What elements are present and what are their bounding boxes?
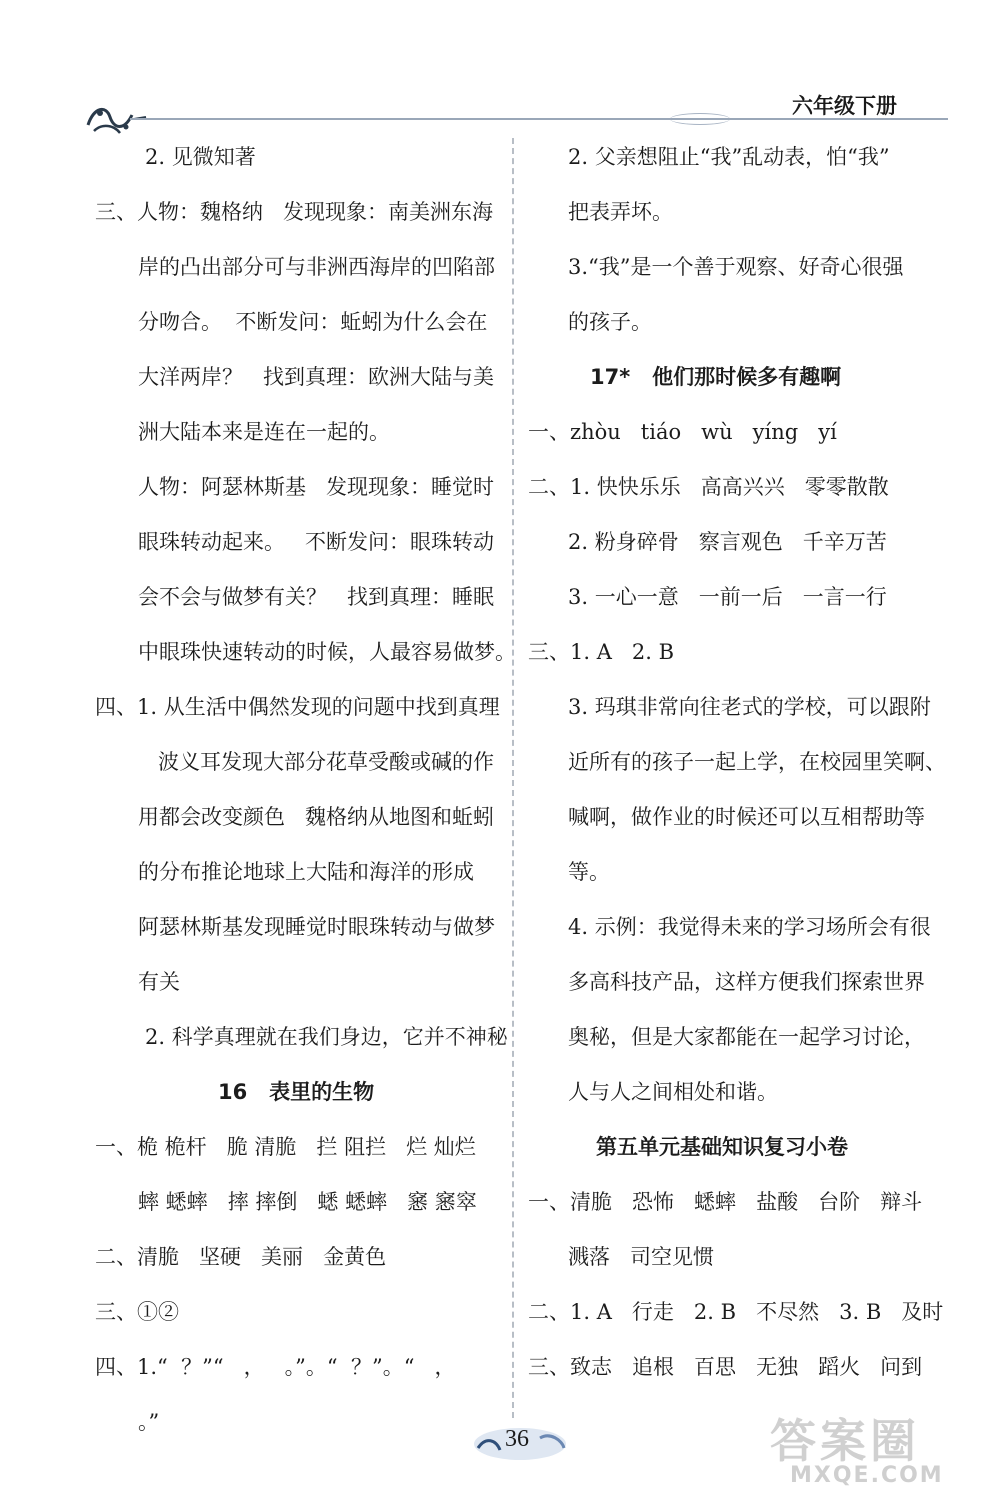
answer-line: 三、人物：魏格纳 发现现象：南美洲东海: [95, 200, 494, 224]
answer-line: 3.“我”是一个善于观察、好奇心很强: [568, 255, 904, 279]
answer-line: 阿瑟林斯基发现睡觉时眼珠转动与做梦: [138, 915, 495, 939]
answer-line: 把表弄坏。: [568, 200, 673, 224]
answer-line: 溅落 司空见惯: [568, 1245, 715, 1269]
answer-line: 三、①②: [95, 1300, 179, 1324]
answer-line: 喊啊，做作业的时候还可以互相帮助等: [568, 805, 925, 829]
answer-line: 有关: [138, 970, 180, 994]
answer-line: 中眼珠快速转动的时候，人最容易做梦。: [138, 640, 516, 664]
answer-line: 二、1. A 行走 2. B 不尽然 3. B 及时: [528, 1300, 944, 1324]
answer-line: 会不会与做梦有关？ 找到真理：睡眠: [138, 585, 495, 609]
answer-line: 一、桅 桅杆 脆 清脆 拦 阻拦 烂 灿烂: [95, 1135, 476, 1159]
answer-line: 洲大陆本来是连在一起的。: [138, 420, 390, 444]
answer-line: 大洋两岸？ 找到真理：欧洲大陆与美: [138, 365, 495, 389]
answer-line: 二、清脆 坚硬 美丽 金黄色: [95, 1245, 387, 1269]
watermark-logo-text: 答案圈: [770, 1414, 920, 1468]
answer-line: 二、1. 快快乐乐 高高兴兴 零零散散: [528, 475, 889, 499]
answer-line: 。”: [138, 1410, 160, 1434]
answer-line: 波义耳发现大部分花草受酸或碱的作: [158, 750, 494, 774]
answer-line: 用都会改变颜色 魏格纳从地图和蚯蚓: [138, 805, 495, 829]
answer-line: 近所有的孩子一起上学，在校园里笑啊、: [568, 750, 946, 774]
answer-line: 人与人之间相处和谐。: [568, 1080, 778, 1104]
answer-line: 人物：阿瑟林斯基 发现现象：睡觉时: [138, 475, 495, 499]
answer-line: 四、1. 从生活中偶然发现的问题中找到真理: [95, 695, 500, 719]
answer-line: 眼珠转动起来。 不断发问：眼珠转动: [138, 530, 495, 554]
answer-line: 等。: [568, 860, 610, 884]
answer-line: 2. 父亲想阻止“我”乱动表，怕“我”: [568, 145, 890, 169]
answer-line: 一、zhòu tiáo wù yíng yí: [528, 420, 837, 444]
answer-line: 多高科技产品，这样方便我们探索世界: [568, 970, 925, 994]
watermark-url: MXQE.COM: [790, 1463, 944, 1488]
grade-label: 六年级下册: [792, 94, 897, 118]
answer-line: 的分布推论地球上大陆和海洋的形成: [138, 860, 474, 884]
answer-line: 奥秘，但是大家都能在一起学习讨论，: [568, 1025, 925, 1049]
section-title: 17* 他们那时候多有趣啊: [590, 365, 842, 389]
answer-line: 2. 见微知著: [145, 145, 256, 169]
answer-line: 2. 粉身碎骨 察言观色 千辛万苦: [568, 530, 887, 554]
column-divider: [512, 138, 514, 1418]
answer-line: 一、清脆 恐怖 蟋蟀 盐酸 台阶 辩斗: [528, 1190, 923, 1214]
answer-line: 分吻合。 不断发问：蚯蚓为什么会在: [138, 310, 488, 334]
section-title: 16 表里的生物: [218, 1080, 375, 1104]
answer-line: 四、1.“ ？”“ ， 。”。“ ？”。“ ，: [95, 1355, 456, 1379]
page-number: 36: [505, 1426, 529, 1452]
answer-line: 三、致志 追根 百思 无独 蹈火 问到: [528, 1355, 923, 1379]
watermark: [760, 1405, 990, 1495]
answer-line: 2. 科学真理就在我们身边，它并不神秘: [145, 1025, 508, 1049]
answer-line: 蟀 蟋蟀 摔 摔倒 蟋 蟋蟀 窸 窸窣: [138, 1190, 477, 1214]
answer-line: 3. 一心一意 一前一后 一言一行: [568, 585, 887, 609]
answer-line: 岸的凸出部分可与非洲西海岸的凹陷部: [138, 255, 495, 279]
answer-line: 4. 示例：我觉得未来的学习场所会有很: [568, 915, 931, 939]
answer-line: 3. 玛琪非常向往老式的学校，可以跟附: [568, 695, 931, 719]
answer-line: 的孩子。: [568, 310, 652, 334]
answer-line: 三、1. A 2. B: [528, 640, 675, 664]
section-title: 第五单元基础知识复习小卷: [596, 1135, 848, 1159]
